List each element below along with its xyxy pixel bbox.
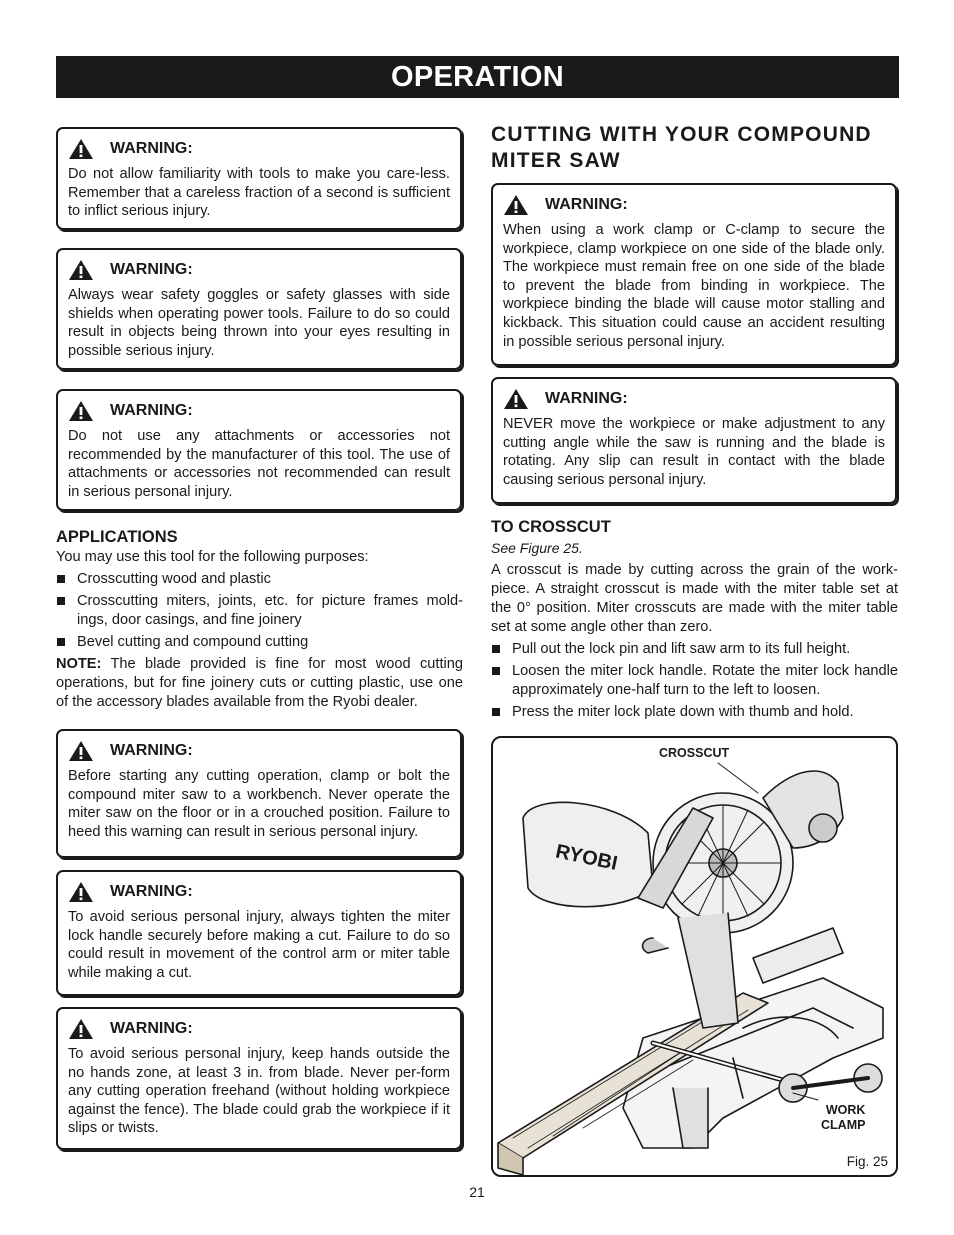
list-item: Bevel cutting and compound cutting: [56, 633, 463, 652]
warning-label: WARNING:: [545, 389, 628, 407]
list-item: Loosen the miter lock handle. Rotate the miter lock handle approximately one-half turn to the left to loosen.: [491, 662, 898, 700]
warning-box: [56, 1007, 462, 1150]
section-heading: [491, 122, 898, 174]
warning-triangle-icon: [68, 881, 94, 903]
see-figure-ref: See Figure 25.: [491, 540, 583, 556]
section-heading-line1: CUTTING WITH YOUR COMPOUND: [491, 123, 872, 146]
list-item: Crosscutting wood and plastic: [56, 570, 463, 589]
list-item: Pull out the lock pin and lift saw arm to its full height.: [491, 640, 898, 659]
warning-label: WARNING:: [110, 1019, 193, 1037]
page-number: 21: [469, 1184, 485, 1200]
crosscut-steps: [491, 640, 898, 722]
warning-box: [491, 183, 897, 366]
warning-triangle-icon: [68, 400, 94, 422]
applications-intro: You may use this tool for the following purposes:: [56, 549, 369, 565]
warning-text: Always wear safety goggles or safety glasses with side shields when operating power tools. Failure to do so could result in objects being thrown into your eyes resulting in possible serious injury.: [68, 287, 450, 359]
warning-label: WARNING:: [110, 882, 193, 900]
warning-box: [56, 729, 462, 858]
warning-box: [491, 377, 897, 504]
crosscut-section: [491, 539, 898, 725]
warning-text: Before starting any cutting operation, clamp or bolt the compound miter saw to a workbench. Never operate the miter saw on the floor or in a crouched position. Failure to heed this warning can result in serious personal injury.: [68, 768, 450, 840]
warning-triangle-icon: [503, 194, 529, 216]
warning-box: [56, 389, 462, 511]
work-clamp-line1: WORK: [825, 1103, 866, 1117]
crosscut-callout: CROSSCUT: [659, 746, 730, 760]
work-clamp-line2: CLAMP: [821, 1118, 866, 1132]
warning-text: To avoid serious personal injury, keep hands outside the no hands zone, at least 3 in. from blade. Never per-form any cutting operation freehand (without holding workpiece against the fence). The blade could grab the workpiece if it slips or twists.: [68, 1046, 450, 1137]
warning-label: WARNING:: [110, 401, 193, 419]
warning-triangle-icon: [68, 740, 94, 762]
warning-text: Do not allow familiarity with tools to make you care-less. Remember that a careless fraction of a second is sufficient to inflict serious injury.: [68, 166, 450, 220]
warning-box: [56, 248, 462, 370]
warning-box: [56, 127, 462, 230]
warning-text: Do not use any attachments or accessories not recommended by the manufacturer of this tool. The use of attachments or accessories not recommended can result in serious personal injury.: [68, 428, 450, 500]
note-text: The blade provided is fine for most wood cutting operations, but for fine joinery cuts or cutting plastic, use one of the accessory blades available from the Ryobi dealer.: [56, 656, 463, 710]
warning-label: WARNING:: [110, 139, 193, 157]
list-item: Press the miter lock plate down with thumb and hold.: [491, 703, 898, 722]
note-label: NOTE:: [56, 656, 102, 672]
section-heading-line2: MITER SAW: [491, 149, 621, 172]
warning-box: [56, 870, 462, 996]
warning-text: To avoid serious personal injury, always tighten the miter lock handle securely before making a cut. Failure to do so could result in movement of the control arm or miter table while making a cut.: [68, 909, 450, 981]
warning-label: WARNING:: [545, 195, 628, 213]
ryobi-logo: RYOBI: [553, 840, 620, 875]
work-clamp-callout: [821, 1103, 865, 1133]
applications-heading: APPLICATIONS: [56, 528, 178, 546]
warning-text: NEVER move the workpiece or make adjustment to any cutting angle while the saw is running and the blade is rotating. Any slip can result in contact with the blade causing serious personal injury.: [503, 416, 885, 488]
warning-label: WARNING:: [110, 260, 193, 278]
page-title-banner: OPERATION: [56, 56, 899, 98]
crosscut-text: A crosscut is made by cutting across the grain of the work-piece. A straight crosscut is made with the miter table set at the 0° position. Miter crosscuts are made with the miter table set at some angle other than zero.: [491, 562, 898, 635]
figure-25: [491, 736, 898, 1177]
warning-label: WARNING:: [110, 741, 193, 759]
crosscut-heading: TO CROSSCUT: [491, 518, 611, 536]
warning-triangle-icon: [68, 259, 94, 281]
applications-note: [56, 655, 463, 712]
figure-caption: Fig. 25: [846, 1154, 888, 1169]
warning-triangle-icon: [68, 1018, 94, 1040]
warning-text: When using a work clamp or C-clamp to secure the workpiece, clamp workpiece on one side of the blade only. The workpiece must remain free on one side of the blade to prevent the blade from binding in workpiece. The workpiece binding the blade will cause motor stalling and kickback. This situation could cause an accident resulting in possible serious personal injury.: [503, 222, 885, 350]
applications-list: [56, 570, 463, 652]
warning-triangle-icon: [68, 138, 94, 160]
warning-triangle-icon: [503, 388, 529, 410]
applications-section: [56, 548, 463, 712]
list-item: Crosscutting miters, joints, etc. for picture frames mold-ings, door casings, and fine joinery: [56, 592, 463, 630]
